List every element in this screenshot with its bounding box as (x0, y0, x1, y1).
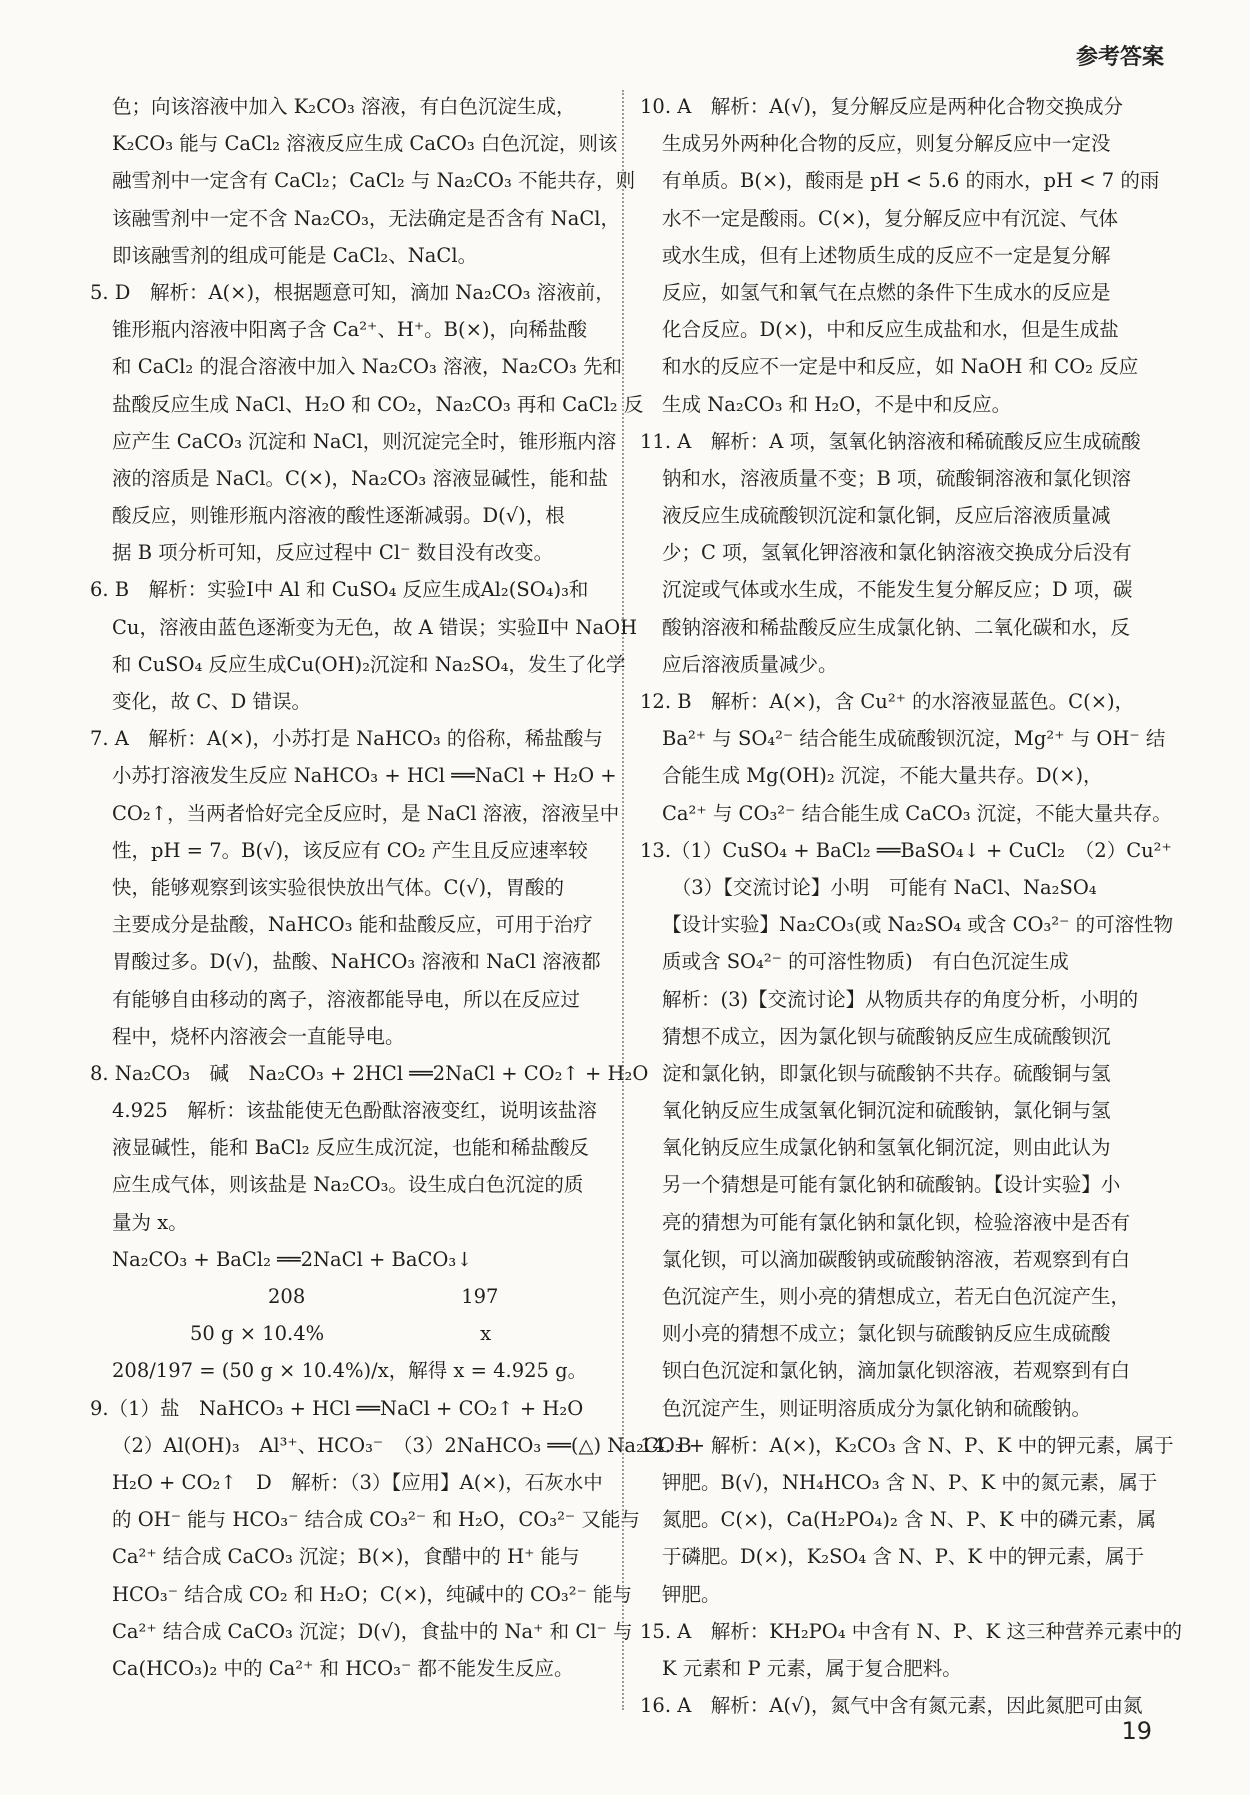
answer-text-line: 解析：(3)【交流讨论】从物质共存的角度分析，小明的 (662, 987, 1139, 1011)
answer-text-line: K 元素和 P 元素，属于复合肥料。 (662, 1656, 962, 1680)
answer-text-line: 氮肥。C(×)，Ca(H₂PO₄)₂ 含 N、P、K 中的磷元素，属 (662, 1508, 1157, 1532)
answer-text-line: 或水生成，但有上述物质生成的反应不一定是复分解 (662, 243, 1111, 267)
answer-text-line: 208 197 (112, 1285, 499, 1308)
answer-text-line: 猜想不成立，因为氯化钡与硫酸钠反应生成硫酸钡沉 (662, 1024, 1111, 1048)
answer-text-line: 的 OH⁻ 能与 HCO₃⁻ 结合成 CO₃²⁻ 和 H₂O，CO₃²⁻ 又能与 (112, 1508, 640, 1532)
answer-text-line: Ca²⁺ 与 CO₃²⁻ 结合能生成 CaCO₃ 沉淀，不能大量共存。 (662, 801, 1172, 825)
answer-text-line: Cu，溶液由蓝色逐渐变为无色，故 A 错误；实验Ⅱ中 NaOH (112, 615, 638, 639)
answer-text-line: HCO₃⁻ 结合成 CO₂ 和 H₂O；C(×)，纯碱中的 CO₃²⁻ 能与 (112, 1582, 633, 1606)
answer-text-line: 有能够自由移动的离子，溶液都能导电，所以在反应过 (112, 987, 581, 1011)
answer-item-start: 11. A 解析：A 项，氢氧化钠溶液和稀硫酸反应生成硫酸 (640, 429, 1141, 453)
answer-text-line: 胃酸过多。D(√)，盐酸、NaHCO₃ 溶液和 NaCl 溶液都 (112, 950, 601, 974)
answer-text-line: 合能生成 Mg(OH)₂ 沉淀，不能大量共存。D(×)， (662, 764, 1103, 788)
answer-text-line: （3）【交流讨论】小明 可能有 NaCl、Na₂SO₄ (662, 875, 1097, 899)
answer-text-line: 钾肥。B(√)，NH₄HCO₃ 含 N、P、K 中的氮元素，属于 (662, 1470, 1158, 1494)
page-header-title: 参考答案 (1075, 45, 1164, 70)
answer-text-line: 少；C 项，氢氧化钾溶液和氯化钠溶液交换成分后没有 (662, 541, 1132, 565)
answer-text-line: 淀和氯化钠，即氯化钡与硫酸钠不共存。硫酸铜与氢 (662, 1061, 1111, 1085)
answer-text-line: 钡白色沉淀和氯化钠，滴加氯化钡溶液，若观察到有白 (662, 1359, 1131, 1383)
answer-text-line: 应产生 CaCO₃ 沉淀和 NaCl，则沉淀完全时，锥形瓶内溶 (112, 429, 617, 453)
answer-text-line: 钾肥。 (662, 1582, 721, 1606)
right-column (640, 88, 1182, 1724)
page-number: 19 (1121, 1717, 1152, 1745)
answer-text-line: 应生成气体，则该盐是 Na₂CO₃。设生成白色沉淀的质 (112, 1173, 584, 1197)
answer-text-line: 量为 x。 (112, 1210, 188, 1234)
answer-item-start: 10. A 解析：A(√)，复分解反应是两种化合物交换成分 (640, 95, 1124, 118)
answer-text-line: 4.925 解析：该盐能使无色酚酞溶液变红，说明该盐溶 (112, 1099, 597, 1123)
answer-text-line: Ba²⁺ 与 SO₄²⁻ 结合能生成硫酸钡沉淀，Mg²⁺ 与 OH⁻ 结 (662, 727, 1166, 751)
answer-text-line: 于磷肥。D(×)，K₂SO₄ 含 N、P、K 中的钾元素，属于 (662, 1545, 1145, 1569)
answer-text-line: 即该融雪剂的组成可能是 CaCl₂、NaCl。 (112, 243, 478, 267)
answer-text-line: Ca²⁺ 结合成 CaCO₃ 沉淀；D(√)，食盐中的 Na⁺ 和 Cl⁻ 与 (112, 1619, 633, 1643)
answer-text-line: 和 CuSO₄ 反应生成Cu(OH)₂沉淀和 Na₂SO₄，发生了化学 (112, 652, 626, 676)
answer-text-line: 氯化钡，可以滴加碳酸钠或硫酸钠溶液，若观察到有白 (662, 1247, 1131, 1271)
answer-text-line: 208/197 = (50 g × 10.4%)/x，解得 x = 4.925 g。 (112, 1359, 588, 1383)
answer-text-line: 小苏打溶液发生反应 NaHCO₃ + HCl ══NaCl + H₂O + (112, 764, 617, 788)
answer-text-line: 水不一定是酸雨。C(×)，复分解反应中有沉淀、气体 (662, 206, 1118, 230)
answer-text-line: 反应，如氢气和氧气在点燃的条件下生成水的反应是 (662, 280, 1111, 304)
answer-item-start: 12. B 解析：A(×)，含 Cu²⁺ 的水溶液显蓝色。C(×)， (640, 690, 1135, 713)
answer-text-line: 锥形瓶内溶液中阳离子含 Ca²⁺、H⁺。B(×)，向稀盐酸 (112, 318, 588, 342)
answer-text-line: 该融雪剂中一定不含 Na₂CO₃，无法确定是否含有 NaCl， (112, 206, 620, 230)
answer-text-line: 色沉淀产生，则小亮的猜想成立，若无白色沉淀产生， (662, 1285, 1131, 1308)
answer-text-line: 色；向该溶液中加入 K₂CO₃ 溶液，有白色沉淀生成， (112, 95, 576, 118)
answer-item-start: 6. B 解析：实验Ⅰ中 Al 和 CuSO₄ 反应生成Al₂(SO₄)₃和 (90, 578, 589, 602)
answer-text-line: 变化，故 C、D 错误。 (112, 690, 311, 713)
answer-text-line: 和 CaCl₂ 的混合溶液中加入 Na₂CO₃ 溶液，Na₂CO₃ 先和 (112, 355, 622, 379)
answer-text-line: 氧化钠反应生成氯化钠和氢氧化铜沉淀，则由此认为 (662, 1136, 1111, 1160)
answer-text-line: Ca²⁺ 结合成 CaCO₃ 沉淀；B(×)，食醋中的 H⁺ 能与 (112, 1545, 580, 1569)
answer-text-line: 液显碱性，能和 BaCl₂ 反应生成沉淀，也能和稀盐酸反 (112, 1136, 589, 1160)
answer-text-line: 亮的猜想为可能有氯化钠和氯化钡，检验溶液中是否有 (662, 1210, 1131, 1234)
answer-text-line: 程中，烧杯内溶液会一直能导电。 (112, 1024, 405, 1048)
answer-item-start: 7. A 解析：A(×)，小苏打是 NaHCO₃ 的俗称，稀盐酸与 (90, 727, 603, 751)
answer-text-line: 生成另外两种化合物的反应，则复分解反应中一定没 (662, 132, 1111, 156)
answer-text-line: 盐酸反应生成 NaCl、H₂O 和 CO₂，Na₂CO₃ 再和 CaCl₂ 反 (112, 392, 644, 416)
answer-text-line: 沉淀或气体或水生成，不能发生复分解反应；D 项，碳 (662, 578, 1133, 602)
answer-item-start: 5. D 解析：A(×)，根据题意可知，滴加 Na₂CO₃ 溶液前， (90, 280, 615, 304)
answer-item-start: 9.（1）盐 NaHCO₃ + HCl ══NaCl + CO₂↑ + H₂O (90, 1396, 584, 1420)
answer-text-line: 则小亮的猜想不成立；氯化钡与硫酸钠反应生成硫酸 (662, 1322, 1111, 1346)
answer-text-line: 酸反应，则锥形瓶内溶液的酸性逐渐减弱。D(√)，根 (112, 504, 565, 528)
answer-text-line: 应后溶液质量减少。 (662, 652, 838, 676)
answer-item-start: 16. A 解析：A(√)，氮气中含有氮元素，因此氮肥可由氮 (640, 1694, 1143, 1718)
answer-text-line: 融雪剂中一定含有 CaCl₂；CaCl₂ 与 Na₂CO₃ 不能共存，则 (112, 169, 636, 193)
answer-text-line: 另一个猜想是可能有氯化钠和硫酸钠。【设计实验】小 (662, 1173, 1121, 1197)
column-divider (622, 90, 624, 1710)
answer-text-line: 色沉淀产生，则证明溶质成分为氯化钠和硫酸钠。 (662, 1396, 1092, 1420)
answer-text-line: 酸钠溶液和稀盐酸反应生成氯化钠、二氧化碳和水，反 (662, 615, 1131, 639)
answer-text-line: 主要成分是盐酸，NaHCO₃ 能和盐酸反应，可用于治疗 (112, 913, 593, 937)
answer-item-start: 14. B 解析：A(×)，K₂CO₃ 含 N、P、K 中的钾元素，属于 (640, 1433, 1174, 1457)
answer-text-line: 钠和水，溶液质量不变；B 项，硫酸铜溶液和氯化钡溶 (662, 466, 1132, 490)
answer-text-line: Ca(HCO₃)₂ 中的 Ca²⁺ 和 HCO₃⁻ 都不能发生反应。 (112, 1656, 574, 1680)
answer-text-line: 化合反应。D(×)，中和反应生成盐和水，但是生成盐 (662, 318, 1119, 342)
answer-text-line: 液反应生成硫酸钡沉淀和氯化铜，反应后溶液质量减 (662, 504, 1111, 528)
answer-item-start: 8. Na₂CO₃ 碱 Na₂CO₃ + 2HCl ══2NaCl + CO₂↑ + H₂O (90, 1061, 649, 1085)
answer-text-line: 和水的反应不一定是中和反应，如 NaOH 和 CO₂ 反应 (662, 355, 1139, 379)
answer-text-line: H₂O + CO₂↑ D 解析：（3）【应用】A(×)，石灰水中 (112, 1470, 603, 1494)
answer-text-line: 有单质。B(×)，酸雨是 pH < 5.6 的雨水，pH < 7 的雨 (662, 169, 1160, 193)
answer-item-start: 13.（1）CuSO₄ + BaCl₂ ══BaSO₄↓ + CuCl₂ （2）Cu²⁺ (640, 838, 1172, 862)
answer-text-line: CO₂↑，当两者恰好完全反应时，是 NaCl 溶液，溶液呈中 (112, 801, 620, 825)
answer-text-line: 液的溶质是 NaCl。C(×)，Na₂CO₃ 溶液显碱性，能和盐 (112, 466, 608, 490)
answer-text-line: Na₂CO₃ + BaCl₂ ══2NaCl + BaCO₃↓ (112, 1247, 473, 1271)
answer-text-line: 氧化钠反应生成氢氧化铜沉淀和硫酸钠，氯化铜与氢 (662, 1099, 1111, 1123)
answer-text-line: 生成 Na₂CO₃ 和 H₂O，不是中和反应。 (662, 392, 1012, 416)
answer-text-line: 据 B 项分析可知，反应过程中 Cl⁻ 数目没有改变。 (112, 541, 554, 565)
answer-text-line: 快，能够观察到该实验很快放出气体。C(√)，胃酸的 (112, 875, 565, 899)
answer-text-line: （2）Al(OH)₃ Al³⁺、HCO₃⁻ （3）2NaHCO₃ ══(△) Na₂CO₃ + (112, 1433, 706, 1457)
answer-text-line: 质或含 SO₄²⁻ 的可溶性物质) 有白色沉淀生成 (662, 950, 1069, 974)
answer-item-start: 15. A 解析：KH₂PO₄ 中含有 N、P、K 这三种营养元素中的 (640, 1619, 1182, 1643)
answer-text-line: K₂CO₃ 能与 CaCl₂ 溶液反应生成 CaCO₃ 白色沉淀，则该 (112, 132, 618, 156)
answer-text-line: 【设计实验】Na₂CO₃(或 Na₂SO₄ 或含 CO₃²⁻ 的可溶性物 (662, 913, 1174, 937)
answer-text-line: 50 g × 10.4% x (112, 1322, 492, 1346)
answer-text-line: 性，pH = 7。B(√)，该反应有 CO₂ 产生且反应速率较 (112, 838, 588, 862)
